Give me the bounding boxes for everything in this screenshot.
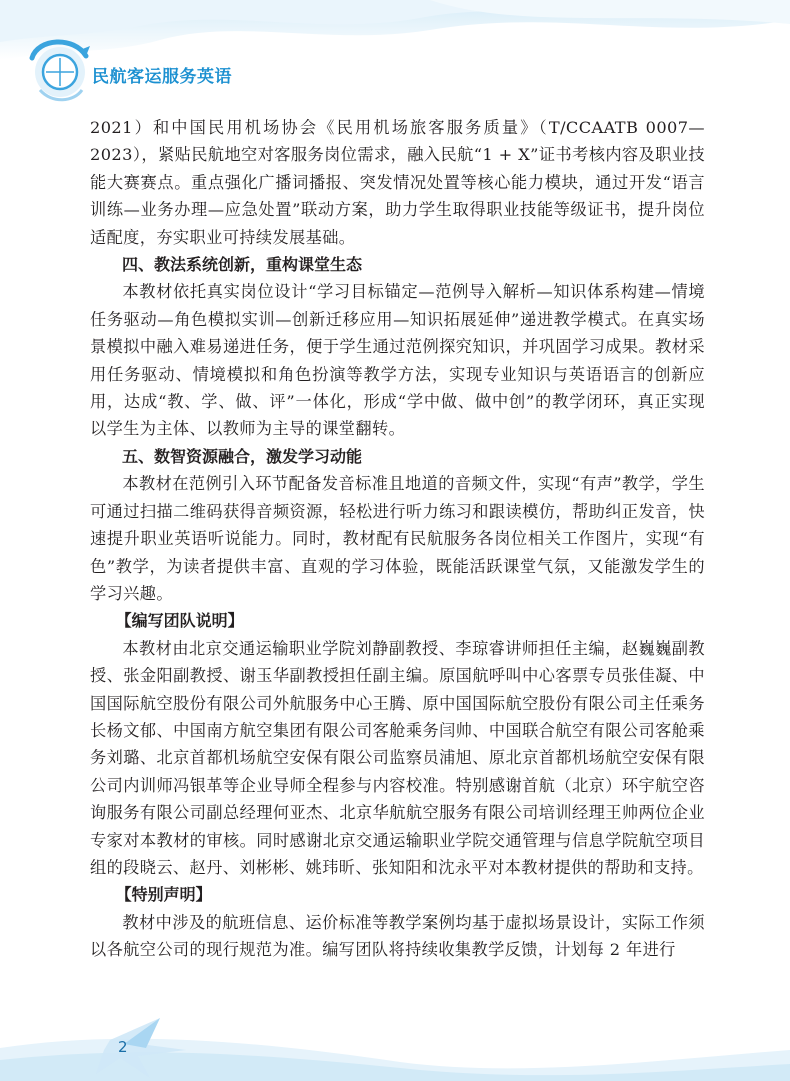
book-title: 民航客运服务英语 [92, 67, 232, 87]
paragraph-notice: 教材中涉及的航班信息、运价标准等教学案例均基于虚拟场景设计，实际工作须以各航空公司的现行规范为准。编写团队将持续收集教学反馈，计划每 2 年进行 [90, 912, 705, 960]
page-number: 2 [118, 1038, 128, 1056]
paragraph-teaching-method: 本教材依托真实岗位设计“学习目标锚定—范例导入解析—知识体系构建—情境任务驱动—角色模拟实训—创新迁移应用—知识拓展延伸”递进教学模式。在真实场景模拟中融入难易递进任务，便于学生通过范例探究知识，并巩固学习成果。教材采用任务驱动、情境模拟和角色扮演等教学方法，实现专业知识与英语语言的创新应用，达成“教、学、做、评”一体化，形成“学中做、做中创”的教学闭环，真正实现以学生为主体、以教师为主导的课堂翻转。 [90, 282, 705, 439]
section-heading-notice: 【特别声明】 [115, 885, 212, 905]
header-decoration [0, 0, 790, 110]
page-content [90, 114, 705, 964]
paragraph-curriculum: 2021）和中国民用机场协会《民用机场旅客服务质量》（T/CCAATB 0007—2023），紧贴民航地空对客服务岗位需求，融入民航“1 + X”证书考核内容及职业技能大赛赛点。重点强化广播词播报、突发情况处置等核心能力模块，通过开发“语言训练—业务办理—应急处置”联动方案，助力学生取得职业技能等级证书，提升岗位适配度，夯实职业可持续发展基础。 [90, 118, 705, 247]
section-heading-teaching-method: 四、教法系统创新，重构课堂生态 [122, 255, 363, 275]
section-heading-team: 【编写团队说明】 [115, 611, 244, 631]
paragraph-digital-resources: 本教材在范例引入环节配备发音标准且地道的音频文件，实现“有声”教学，学生可通过扫描二维码获得音频资源，轻松进行听力练习和跟读模仿，帮助纠正发音，快速提升职业英语听说能力。同时，教材配有民航服务各岗位相关工作图片，实现“有色”教学，为读者提供丰富、直观的学习体验，既能活跃课堂气氛，又能激发学生的学习兴趣。 [90, 474, 705, 603]
paragraph-team: 本教材由北京交通运输职业学院刘静副教授、李琼睿讲师担任主编，赵巍巍副教授、张金阳副教授、谢玉华副教授担任副主编。原国航呼叫中心客票专员张佳凝、中国国际航空股份有限公司外航服务中心王腾、原中国国际航空股份有限公司主任乘务长杨文郁、中国南方航空集团有限公司客舱乘务闫帅、中国联合航空有限公司客舱乘务刘璐、北京首都机场航空安保有限公司监察员浦旭、原北京首都机场航空安保有限公司内训师冯银革等企业导师全程参与内容校准。特别感谢首航（北京）环宇航空咨询服务有限公司副总经理何亚杰、北京华航航空服务有限公司培训经理王帅两位企业专家对本教材的审核。同时感谢北京交通运输职业学院交通管理与信息学院航空项目组的段晓云、赵丹、刘彬彬、姚玮昕、张知阳和沈永平对本教材提供的帮助和支持。 [90, 638, 705, 877]
section-heading-digital-resources: 五、数智资源融合，激发学习动能 [122, 446, 363, 466]
